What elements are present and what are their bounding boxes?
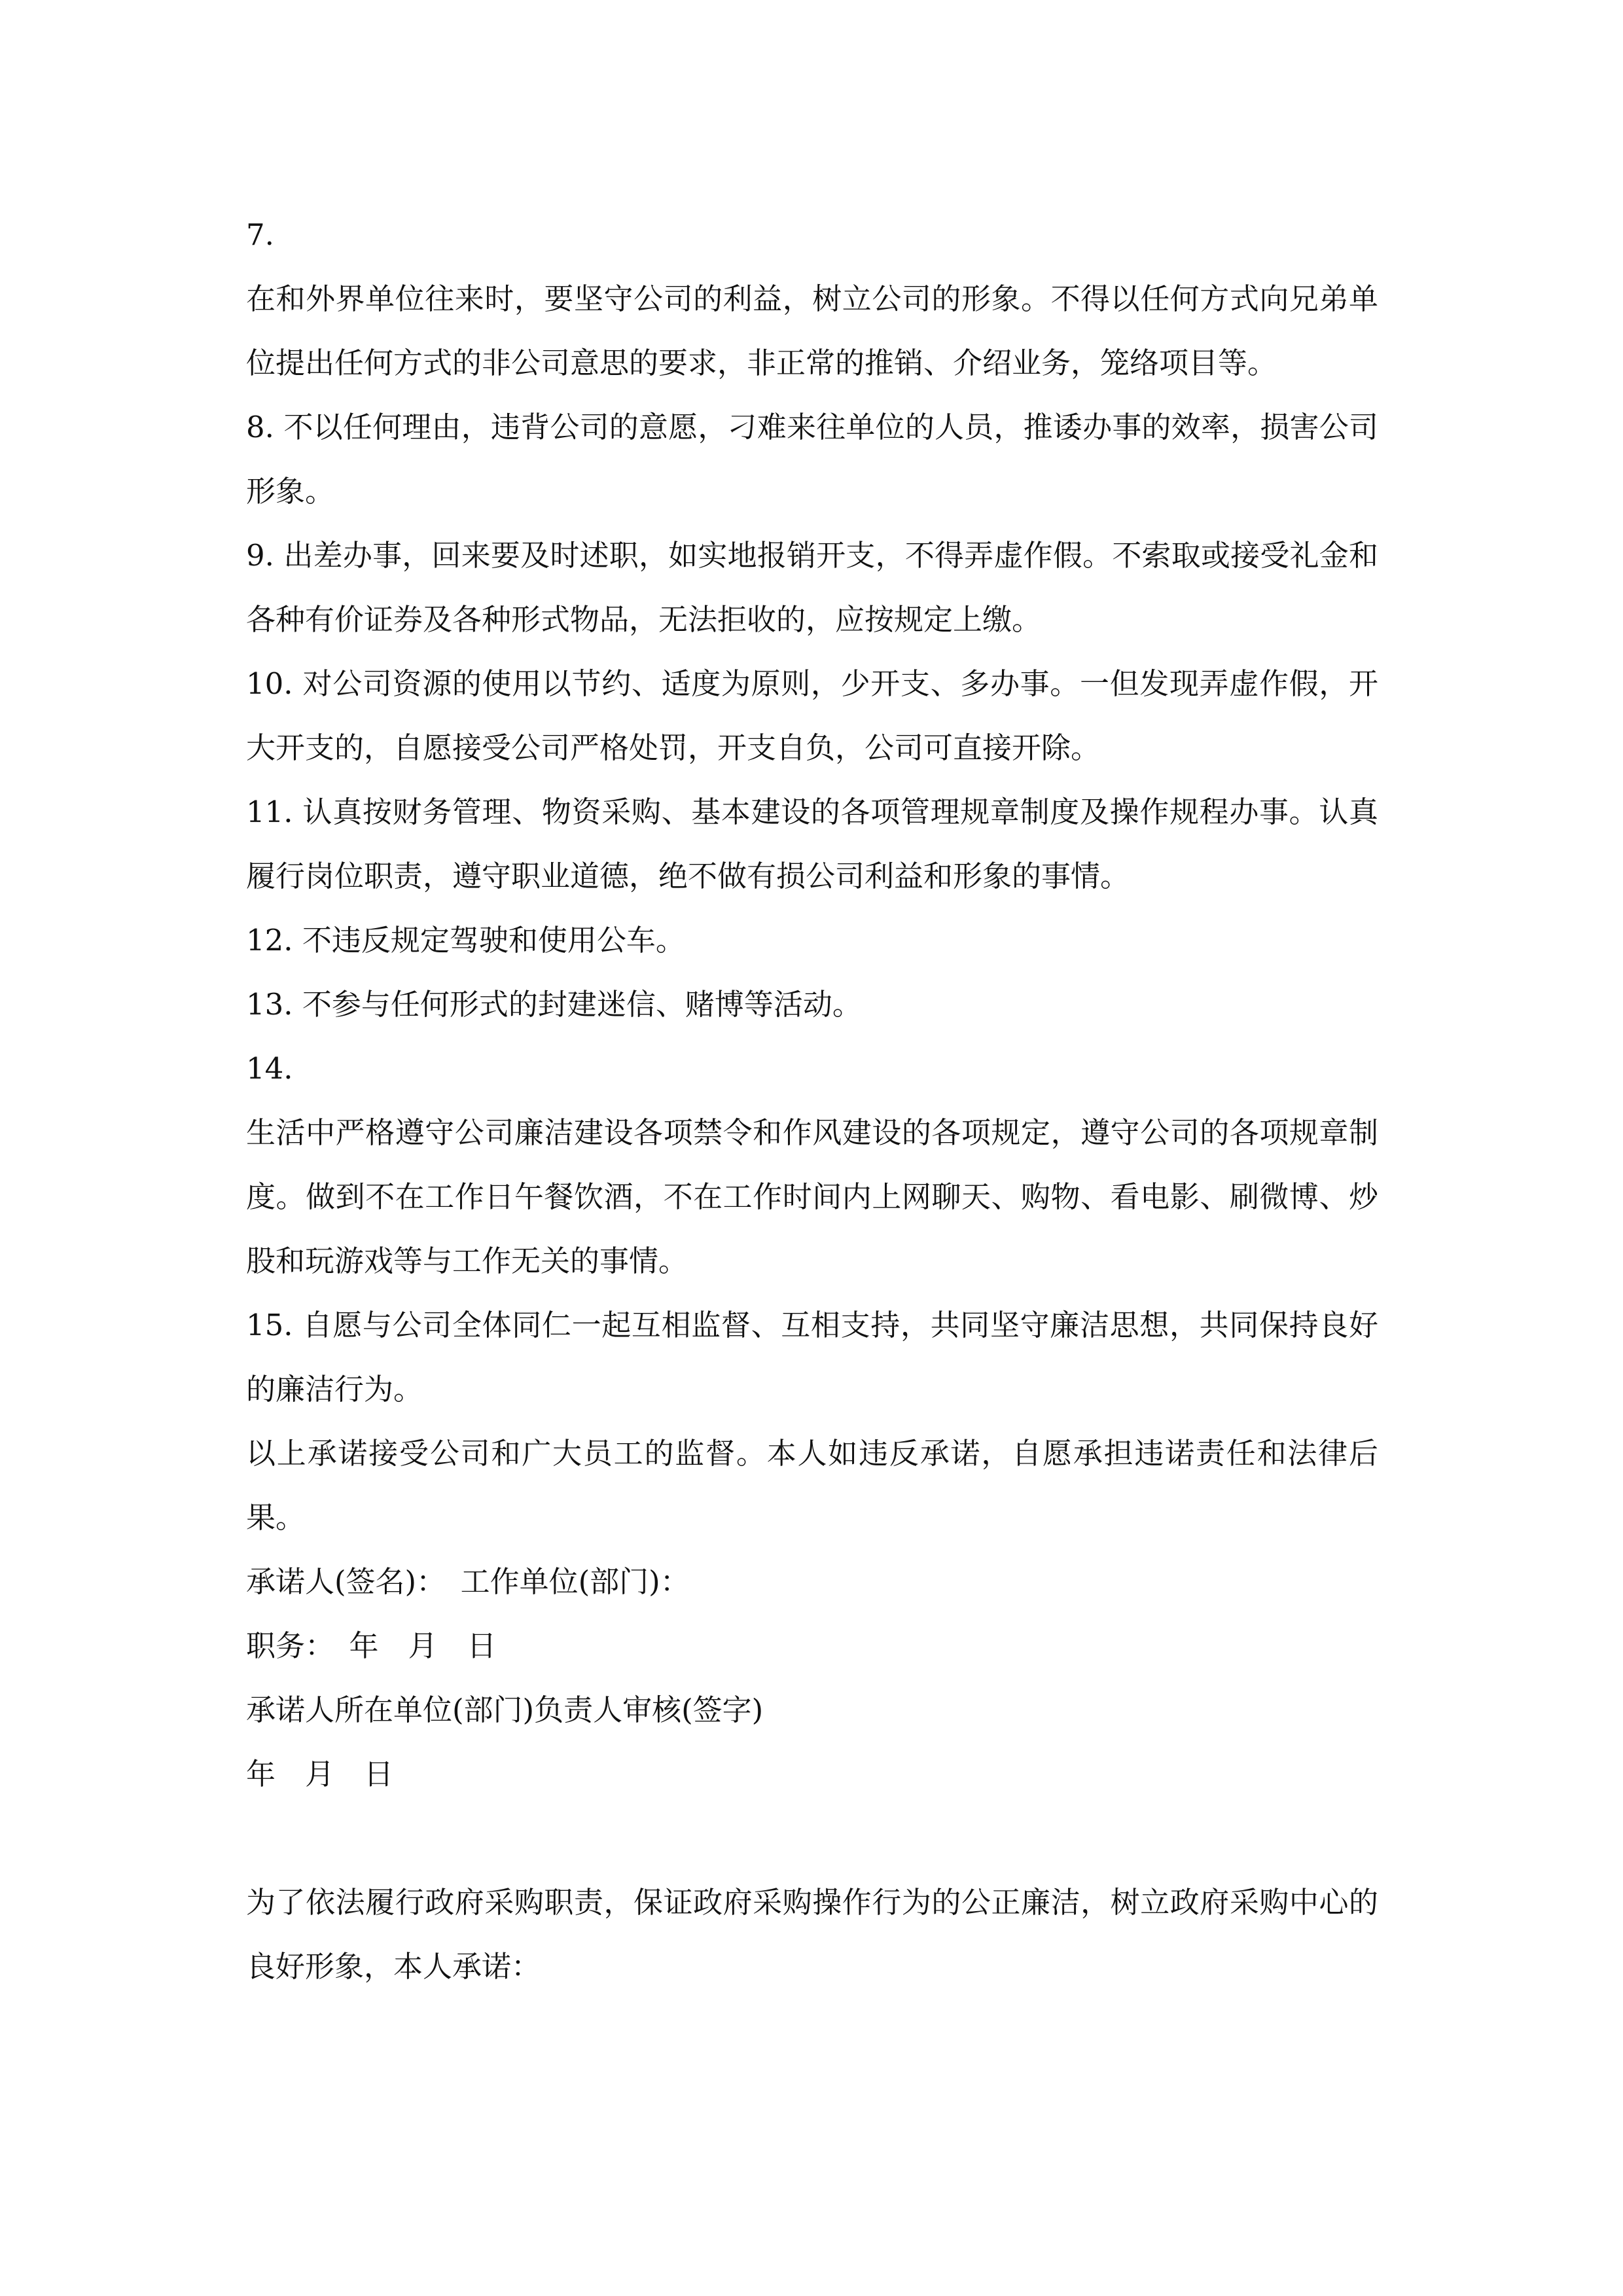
signature-line: 承诺人(签名)： 工作单位(部门)： (246, 1564, 690, 1599)
item-14-text: 生活中严格遵守公司廉洁建设各项禁令和作风建设的各项规定，遵守公司的各项规章制度。做到不在工作日午餐饮酒，不在工作时间内上网聊天、购物、看电影、刷微博、炒股和玩游戏等与工作无关的事情。 (246, 1115, 1378, 1278)
review-date-line: 年 月 日 (246, 1757, 394, 1791)
document-body (246, 203, 1378, 1999)
item-11: 11. 认真按财务管理、物资采购、基本建设的各项管理规章制度及操作规程办事。认真履行岗位职责，遵守职业道德，绝不做有损公司利益和形象的事情。 (246, 795, 1378, 893)
reviewer-signature-line: 承诺人所在单位(部门)负责人审核(签字) (246, 1693, 764, 1727)
item-7-number: 7. (246, 217, 274, 252)
supervision-statement: 以上承诺接受公司和广大员工的监督。本人如违反承诺，自愿承担违诺责任和法律后果。 (246, 1436, 1378, 1535)
item-7-text: 在和外界单位往来时，要坚守公司的利益，树立公司的形象。不得以任何方式向兄弟单位提出任何方式的非公司意思的要求，非正常的推销、介绍业务，笼络项目等。 (246, 281, 1378, 380)
item-10: 10. 对公司资源的使用以节约、适度为原则，少开支、多办事。一但发现弄虚作假，开大开支的，自愿接受公司严格处罚，开支自负，公司可直接开除。 (246, 666, 1378, 765)
item-15: 15. 自愿与公司全体同仁一起互相监督、互相支持，共同坚守廉洁思想，共同保持良好的廉洁行为。 (246, 1308, 1378, 1407)
closing-paragraph: 为了依法履行政府采购职责，保证政府采购操作行为的公正廉洁，树立政府采购中心的良好形象，本人承诺： (246, 1885, 1378, 1984)
position-date-line: 职务： 年 月 日 (246, 1628, 497, 1663)
item-9: 9. 出差办事，回来要及时述职，如实地报销开支，不得弄虚作假。不索取或接受礼金和各种有价证券及各种形式物品，无法拒收的，应按规定上缴。 (246, 538, 1378, 637)
item-12: 12. 不违反规定驾驶和使用公车。 (246, 923, 685, 958)
section-spacer (246, 1806, 1378, 1871)
item-14-number: 14. (246, 1051, 293, 1086)
item-13: 13. 不参与任何形式的封建迷信、赌博等活动。 (246, 987, 862, 1022)
item-8: 8. 不以任何理由，违背公司的意愿，刁难来往单位的人员，推诿办事的效率，损害公司形象。 (246, 410, 1378, 509)
